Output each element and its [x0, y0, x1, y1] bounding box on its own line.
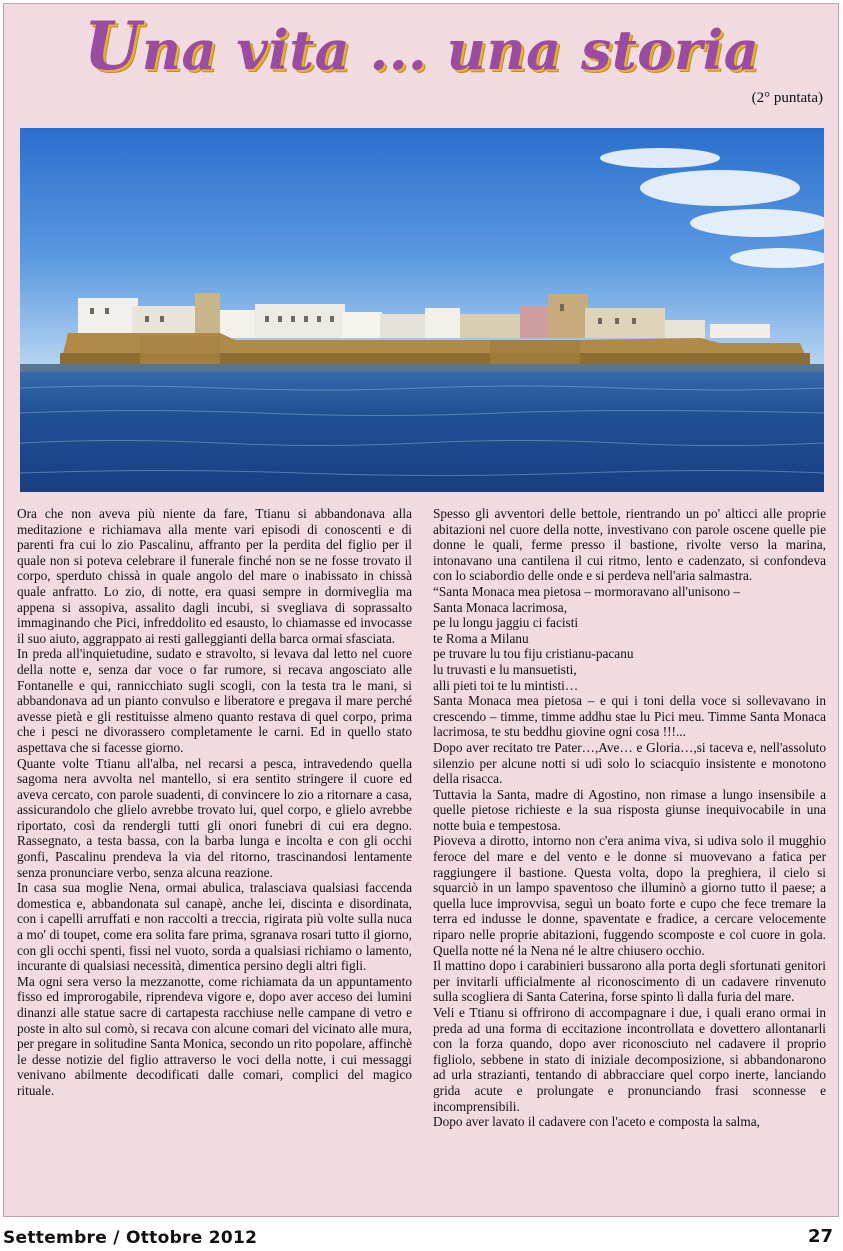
article-right-column: [433, 506, 826, 1130]
verse-line: “Santa Monaca mea pietosa – mormoravano all'unisono –: [433, 583, 741, 599]
paragraph: Tuttavia la Santa, madre di Agostino, non rimase a lungo insensibile a quelle pietose richieste e la sua risposta giunse inequivocabile in una notte buia e tempestosa.: [433, 786, 826, 833]
paragraph: Spesso gli avventori delle bettole, rientrando un po' alticci alle proprie abitazioni nel cuore della notte, investivano con parole oscene quelle pie donne le quali, ferme presso il bastione, rivolte verso la marina, intonavano una cantilena il cui ritmo, lento e cadenzato, si confondeva con lo sciabordio delle onde e si perdeva nell'aria salmastra.: [433, 506, 826, 584]
paragraph: Santa Monaca mea pietosa – e qui i toni della voce si sollevavano in crescendo – timme, timme addhu stae lu Pici meu. Timme Santa Monaca lacrimosa, te stu beddhu giovine ogni cosa !!!...: [433, 693, 826, 740]
verse-line: alli pieti toi te lu mintisti…: [433, 677, 579, 693]
paragraph: Quante volte Ttianu all'alba, nel recarsi a pesca, intravedendo quella sagoma nera avvolta nel mantello, si era sentito stringere il cuore ed aveva cercato, con parole suadenti, di convincere lo zio a ritornare a casa, assicurandolo che glielo avrebbe trovato lui, quel corpo, e glielo avrebbe riportato, così da rendergli tutti gli onori funebri di cui era degno. Rassegnato, a testa bassa, con la barba lunga e incolta e con gli occhi gonfi, Pascalinu prendeva la via del ritorno, trascinandosi lentamente senza pronunciare verbo, senza alcuna reazione.: [17, 755, 412, 880]
paragraph: Ora che non aveva più niente da fare, Ttianu si abbandonava alla meditazione e richiamava alla mente vari episodi di conoscenti e di parenti fra cui lo zio Pascalinu, affranto per la perdita del figlio per il quale non si poteva celebrare il funerale finché non se ne fosse trovato il corpo, sperduto chissà in quale angolo del mare o inabissato in chissà quale anfratto. Lo zio, di notte, era quasi sempre in dormiveglia ma appena si assopiva, assalito dagli incubi, si svegliava di soprassalto immaginando che Pici, infreddolito ed esausto, lo chiamasse ed invocasse il suo aiuto, aggrappato ai resti galleggianti della barca ormai sfasciata.: [17, 506, 412, 646]
paragraph: Il mattino dopo i carabinieri bussarono alla porta degli sfortunati genitori per invitarli ufficialmente al riconoscimento di un cadavere rinvenuto sulla scogliera di Santa Caterina, forse spinto lì dalla furia del mare.: [433, 958, 826, 1005]
verse-line: te Roma a Milanu: [433, 630, 529, 646]
paragraph: Ma ogni sera verso la mezzanotte, come richiamata da un appuntamento fisso ed improrogabile, riprendeva vigore e, dopo aver acceso dei lumini dinanzi alle statue sacre di cartapesta racchiuse nelle campane di vetro e poste in alto sul comò, si recava con alcune comari del vicinato alle mura, per pregare in solitudine Santa Monica, secondo un rito popolare, affinchè le desse notizie del figlio attraverso le voci della notte, i cui messaggi venivano abilmente decodificati dalle comari, complici del magico rituale.: [17, 973, 412, 1098]
verse-line: lu truvasti e lu mansuetisti,: [433, 661, 577, 677]
paragraph: In preda all'inquietudine, sudato e stravolto, si levava dal letto nel cuore della notte e, senza dar voce o far rumore, si recava angosciato alle Fontanelle e qui, rannicchiato sugli scogli, con la testa tra le mani, si abbandonava ad un pianto convulso e liberatore e pregava il mare perché avesse pietà e gli restituisse almeno quanto restava di quel corpo, prima che i pesci ne divorassero completamente le carni. Ed in quello stato aspettava che si facesse giorno.: [17, 646, 412, 755]
issue-date: Settembre / Ottobre 2012: [3, 1228, 258, 1248]
article-left-column: [17, 506, 412, 1099]
paragraph: Pioveva a dirotto, intorno non c'era anima viva, si udiva solo il mugghio feroce del mare e del vento e le donne si muovevano a fatica per raggiungere il bastione. Questa volta, dopo la preghiera, il cielo si squarciò in un lampo spaventoso che illuminò a giorno tutto il paese; a quella luce improvvisa, seguì un boato forte e cupo che fece tremare la terra ed indusse le donne, spaventate e fradice, a cercare velocemente riparo nelle proprie abitazioni, fuggendo scomposte e col cuore in gola. Quella notte né la Nena né le altre chiusero occhio.: [433, 833, 826, 958]
page-title: [0, 7, 843, 85]
verse-line: Santa Monaca lacrimosa,: [433, 599, 568, 615]
episode-label: (2° puntata): [751, 90, 823, 106]
paragraph: Dopo aver lavato il cadavere con l'aceto e composta la salma,: [433, 1114, 760, 1130]
page-number: 27: [807, 1226, 833, 1247]
prayer-verse: [433, 584, 826, 693]
verse-line: pe truvare lu tou fiju cristianu-pacanu: [433, 646, 634, 662]
coastal-town-photo: [20, 128, 824, 492]
verse-line: pe lu longu jaggiu ci facisti: [433, 615, 579, 631]
paragraph: Veli e Ttianu si offrirono di accompagnare i due, i quali erano ormai in preda ad una forma di eccitazione incontrollata e dovettero allontanarli con la forza quando, dopo aver riconosciuto nel cadavere il proprio figliolo, sebbene in stato di iniziale decomposizione, si abbandonarono ad urla strazianti, tentando di abbracciare quel corpo inerte, lanciando grida acute e prolungate e pronunciando frasi sconnesse e incomprensibili.: [433, 1005, 826, 1114]
paragraph: Dopo aver recitato tre Pater…,Ave… e Gloria…,si taceva e, nell'assoluto silenzio per alcune notti si udì solo lo sciacquio insistente e monotono della risacca.: [433, 739, 826, 787]
title-rest: na vita ... una storia: [141, 18, 760, 82]
title-initial: U: [83, 7, 142, 85]
photo-illustration: [20, 128, 824, 492]
paragraph: In casa sua moglie Nena, ormai abulica, tralasciava qualsiasi faccenda domestica e, abbandonata sul canapè, anche lei, discinta e disordinata, con i capelli arruffati e non raccolti a treccia, rigirata più volte sulla nuca a mo' di toupet, come era solita fare prima, sgranava rosari tutto il giorno, con gli occhi spenti, fissi nel vuoto, sorda a qualsiasi richiamo o lamento, incurante di qualsiasi necessità, dimentica persino degli altri figli.: [17, 880, 412, 974]
